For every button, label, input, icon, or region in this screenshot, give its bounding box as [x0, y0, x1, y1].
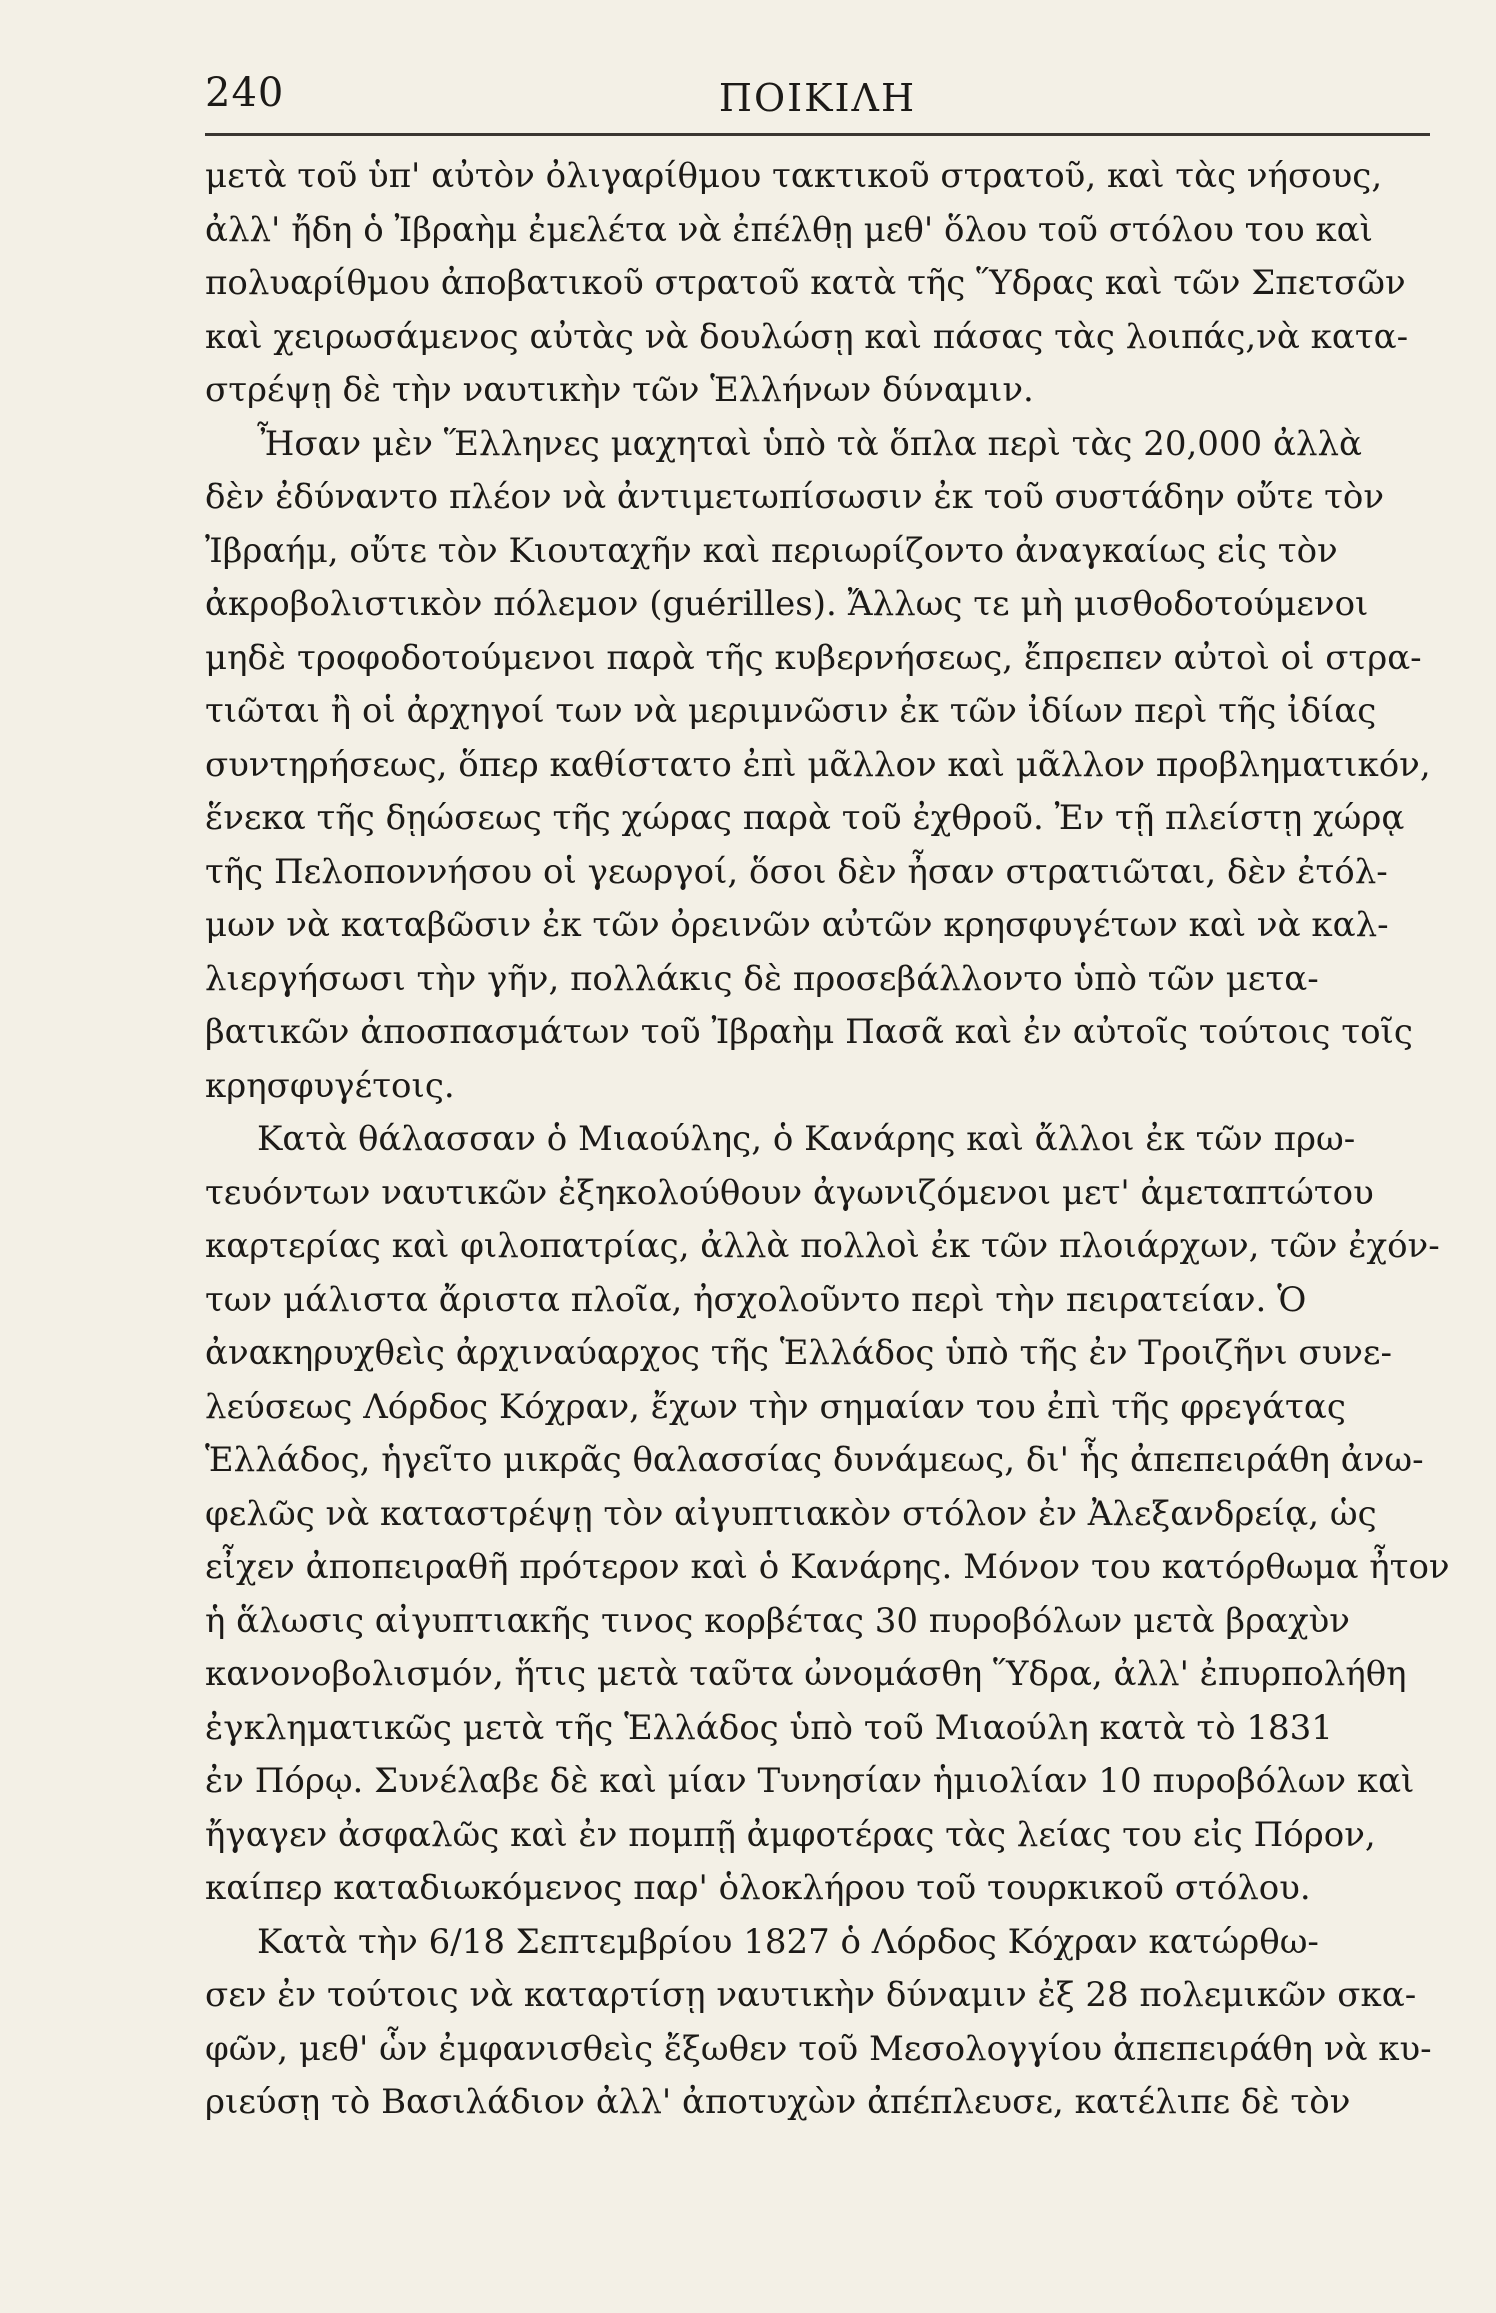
text-line: τιῶται ἢ οἱ ἀρχηγοί των νὰ μεριμνῶσιν ἐκ τῶν ἰδίων περὶ τῆς ἰδίας: [205, 691, 1377, 731]
header-rule: [205, 133, 1430, 136]
text-line: στρέψῃ δὲ τὴν ναυτικὴν τῶν Ἑλλήνων δύναμιν.: [205, 370, 1034, 410]
text-line: συντηρήσεως, ὅπερ καθίστατο ἐπὶ μᾶλλον καὶ μᾶλλον προβληματικόν,: [205, 744, 1431, 785]
text-line: Ἑλλάδος, ἡγεῖτο μικρᾶς θαλασσίας δυνάμεως, δι' ἧς ἀπεπειράθη ἀνω-: [205, 1440, 1424, 1480]
text-line: ἀκροβολιστικὸν πόλεμον (guérilles). Ἄλλως τε μὴ μισθοδοτούμενοι: [205, 584, 1369, 624]
text-line: ἐν Πόρῳ. Συνέλαβε δὲ καὶ μίαν Τυνησίαν ἡμιολίαν 10 πυροβόλων καὶ: [205, 1761, 1415, 1801]
text-line: ἡ ἅλωσις αἰγυπτιακῆς τινος κορβέτας 30 πυροβόλων μετὰ βραχὺν: [205, 1600, 1350, 1641]
text-line: καὶ χειρωσάμενος αὐτὰς νὰ δουλώσῃ καὶ πάσας τὰς λοιπάς,νὰ κατα-: [205, 316, 1409, 357]
text-line: φῶν, μεθ' ὧν ἐμφανισθεὶς ἔξωθεν τοῦ Μεσολογγίου ἀπεπειράθη νὰ κυ-: [205, 2028, 1432, 2069]
text-line: μετὰ τοῦ ὑπ' αὐτὸν ὀλιγαρίθμου τακτικοῦ στρατοῦ, καὶ τὰς νήσους,: [205, 156, 1383, 196]
text-line: ἕνεκα τῆς δῃώσεως τῆς χώρας παρὰ τοῦ ἐχθροῦ. Ἐν τῇ πλείστῃ χώρᾳ: [205, 798, 1405, 838]
text-line: δὲν ἐδύναντο πλέον νὰ ἀντιμετωπίσωσιν ἐκ τοῦ συστάδην οὔτε τὸν: [205, 477, 1385, 517]
text-line: Κατὰ θάλασσαν ὁ Μιαούλης, ὁ Κανάρης καὶ ἄλλοι ἐκ τῶν πρω-: [257, 1119, 1356, 1159]
text-line: πολυαρίθμου ἀποβατικοῦ στρατοῦ κατὰ τῆς Ὕδρας καὶ τῶν Σπετσῶν: [205, 263, 1406, 303]
body-text: [205, 150, 1450, 2130]
text-line: καρτερίας καὶ φιλοπατρίας, ἀλλὰ πολλοὶ ἐκ τῶν πλοιάρχων, τῶν ἐχόν-: [205, 1226, 1440, 1266]
page-header: [205, 70, 1430, 140]
text-line: λιεργήσωσι τὴν γῆν, πολλάκις δὲ προσεβάλλοντο ὑπὸ τῶν μετα-: [205, 958, 1319, 999]
text-line: τῆς Πελοποννήσου οἱ γεωργοί, ὅσοι δὲν ἦσαν στρατιῶται, δὲν ἐτόλ-: [205, 851, 1388, 892]
text-line: καίπερ καταδιωκόμενος παρ' ὁλοκλήρου τοῦ τουρκικοῦ στόλου.: [205, 1868, 1311, 1908]
text-line: ἐγκληματικῶς μετὰ τῆς Ἑλλάδος ὑπὸ τοῦ Μιαούλη κατὰ τὸ 1831: [205, 1707, 1333, 1748]
text-line: μων νὰ καταβῶσιν ἐκ τῶν ὀρεινῶν αὐτῶν κρησφυγέτων καὶ νὰ καλ-: [205, 905, 1389, 945]
text-line: κανονοβολισμόν, ἥτις μετὰ ταῦτα ὠνομάσθη Ὕδρα, ἀλλ' ἐπυρπολήθη: [205, 1654, 1407, 1694]
text-line: κρησφυγέτοις.: [205, 1065, 455, 1106]
text-line: ριεύσῃ τὸ Βασιλάδιον ἀλλ' ἀποτυχὼν ἀπέπλευσε, κατέλιπε δὲ τὸν: [205, 2082, 1351, 2122]
text-line: ἤγαγεν ἀσφαλῶς καὶ ἐν πομπῇ ἀμφοτέρας τὰς λείας του εἰς Πόρον,: [205, 1814, 1376, 1855]
text-line: Κατὰ τὴν 6/18 Σεπτεμβρίου 1827 ὁ Λόρδος Κόχραν κατώρθω-: [257, 1921, 1319, 1962]
page-number: 240: [205, 70, 285, 116]
running-title: ΠΟΙΚΙΛΗ: [718, 76, 917, 120]
text-line: βατικῶν ἀποσπασμάτων τοῦ Ἰβραὴμ Πασᾶ καὶ ἐν αὐτοῖς τούτοις τοῖς: [205, 1012, 1413, 1052]
text-line: μηδὲ τροφοδοτούμενοι παρὰ τῆς κυβερνήσεως, ἔπρεπεν αὐτοὶ οἱ στρα-: [205, 637, 1422, 678]
text-line: Ἦσαν μὲν Ἕλληνες μαχηταὶ ὑπὸ τὰ ὅπλα περὶ τὰς 20,000 ἀλλὰ: [257, 423, 1362, 464]
text-line: εἶχεν ἀποπειραθῆ πρότερον καὶ ὁ Κανάρης. Μόνον του κατόρθωμα ἦτον: [205, 1547, 1450, 1587]
text-line: φελῶς νὰ καταστρέψῃ τὸν αἰγυπτιακὸν στόλον ἐν Ἀλεξανδρείᾳ, ὡς: [205, 1493, 1377, 1534]
text-line: των μάλιστα ἄριστα πλοῖα, ἠσχολοῦντο περὶ τὴν πειρατείαν. Ὁ: [205, 1279, 1307, 1320]
text-line: ἀλλ' ἤδη ὁ Ἰβραὴμ ἐμελέτα νὰ ἐπέλθῃ μεθ' ὅλου τοῦ στόλου του καὶ: [205, 209, 1373, 250]
text-line: σεν ἐν τούτοις νὰ καταρτίσῃ ναυτικὴν δύναμιν ἐξ 28 πολεμικῶν σκα-: [205, 1975, 1417, 2015]
text-line: Ἰβραήμ, οὔτε τὸν Κιουταχῆν καὶ περιωρίζοντο ἀναγκαίως εἰς τὸν: [205, 530, 1338, 571]
text-line: λεύσεως Λόρδος Κόχραν, ἔχων τὴν σημαίαν του ἐπὶ τῆς φρεγάτας: [205, 1386, 1346, 1427]
text-line: ἀνακηρυχθεὶς ἀρχιναύαρχος τῆς Ἑλλάδος ὑπὸ τῆς ἐν Τροιζῆνι συνε-: [205, 1333, 1393, 1373]
text-line: τευόντων ναυτικῶν ἐξηκολούθουν ἀγωνιζόμενοι μετ' ἀμεταπτώτου: [205, 1172, 1374, 1213]
